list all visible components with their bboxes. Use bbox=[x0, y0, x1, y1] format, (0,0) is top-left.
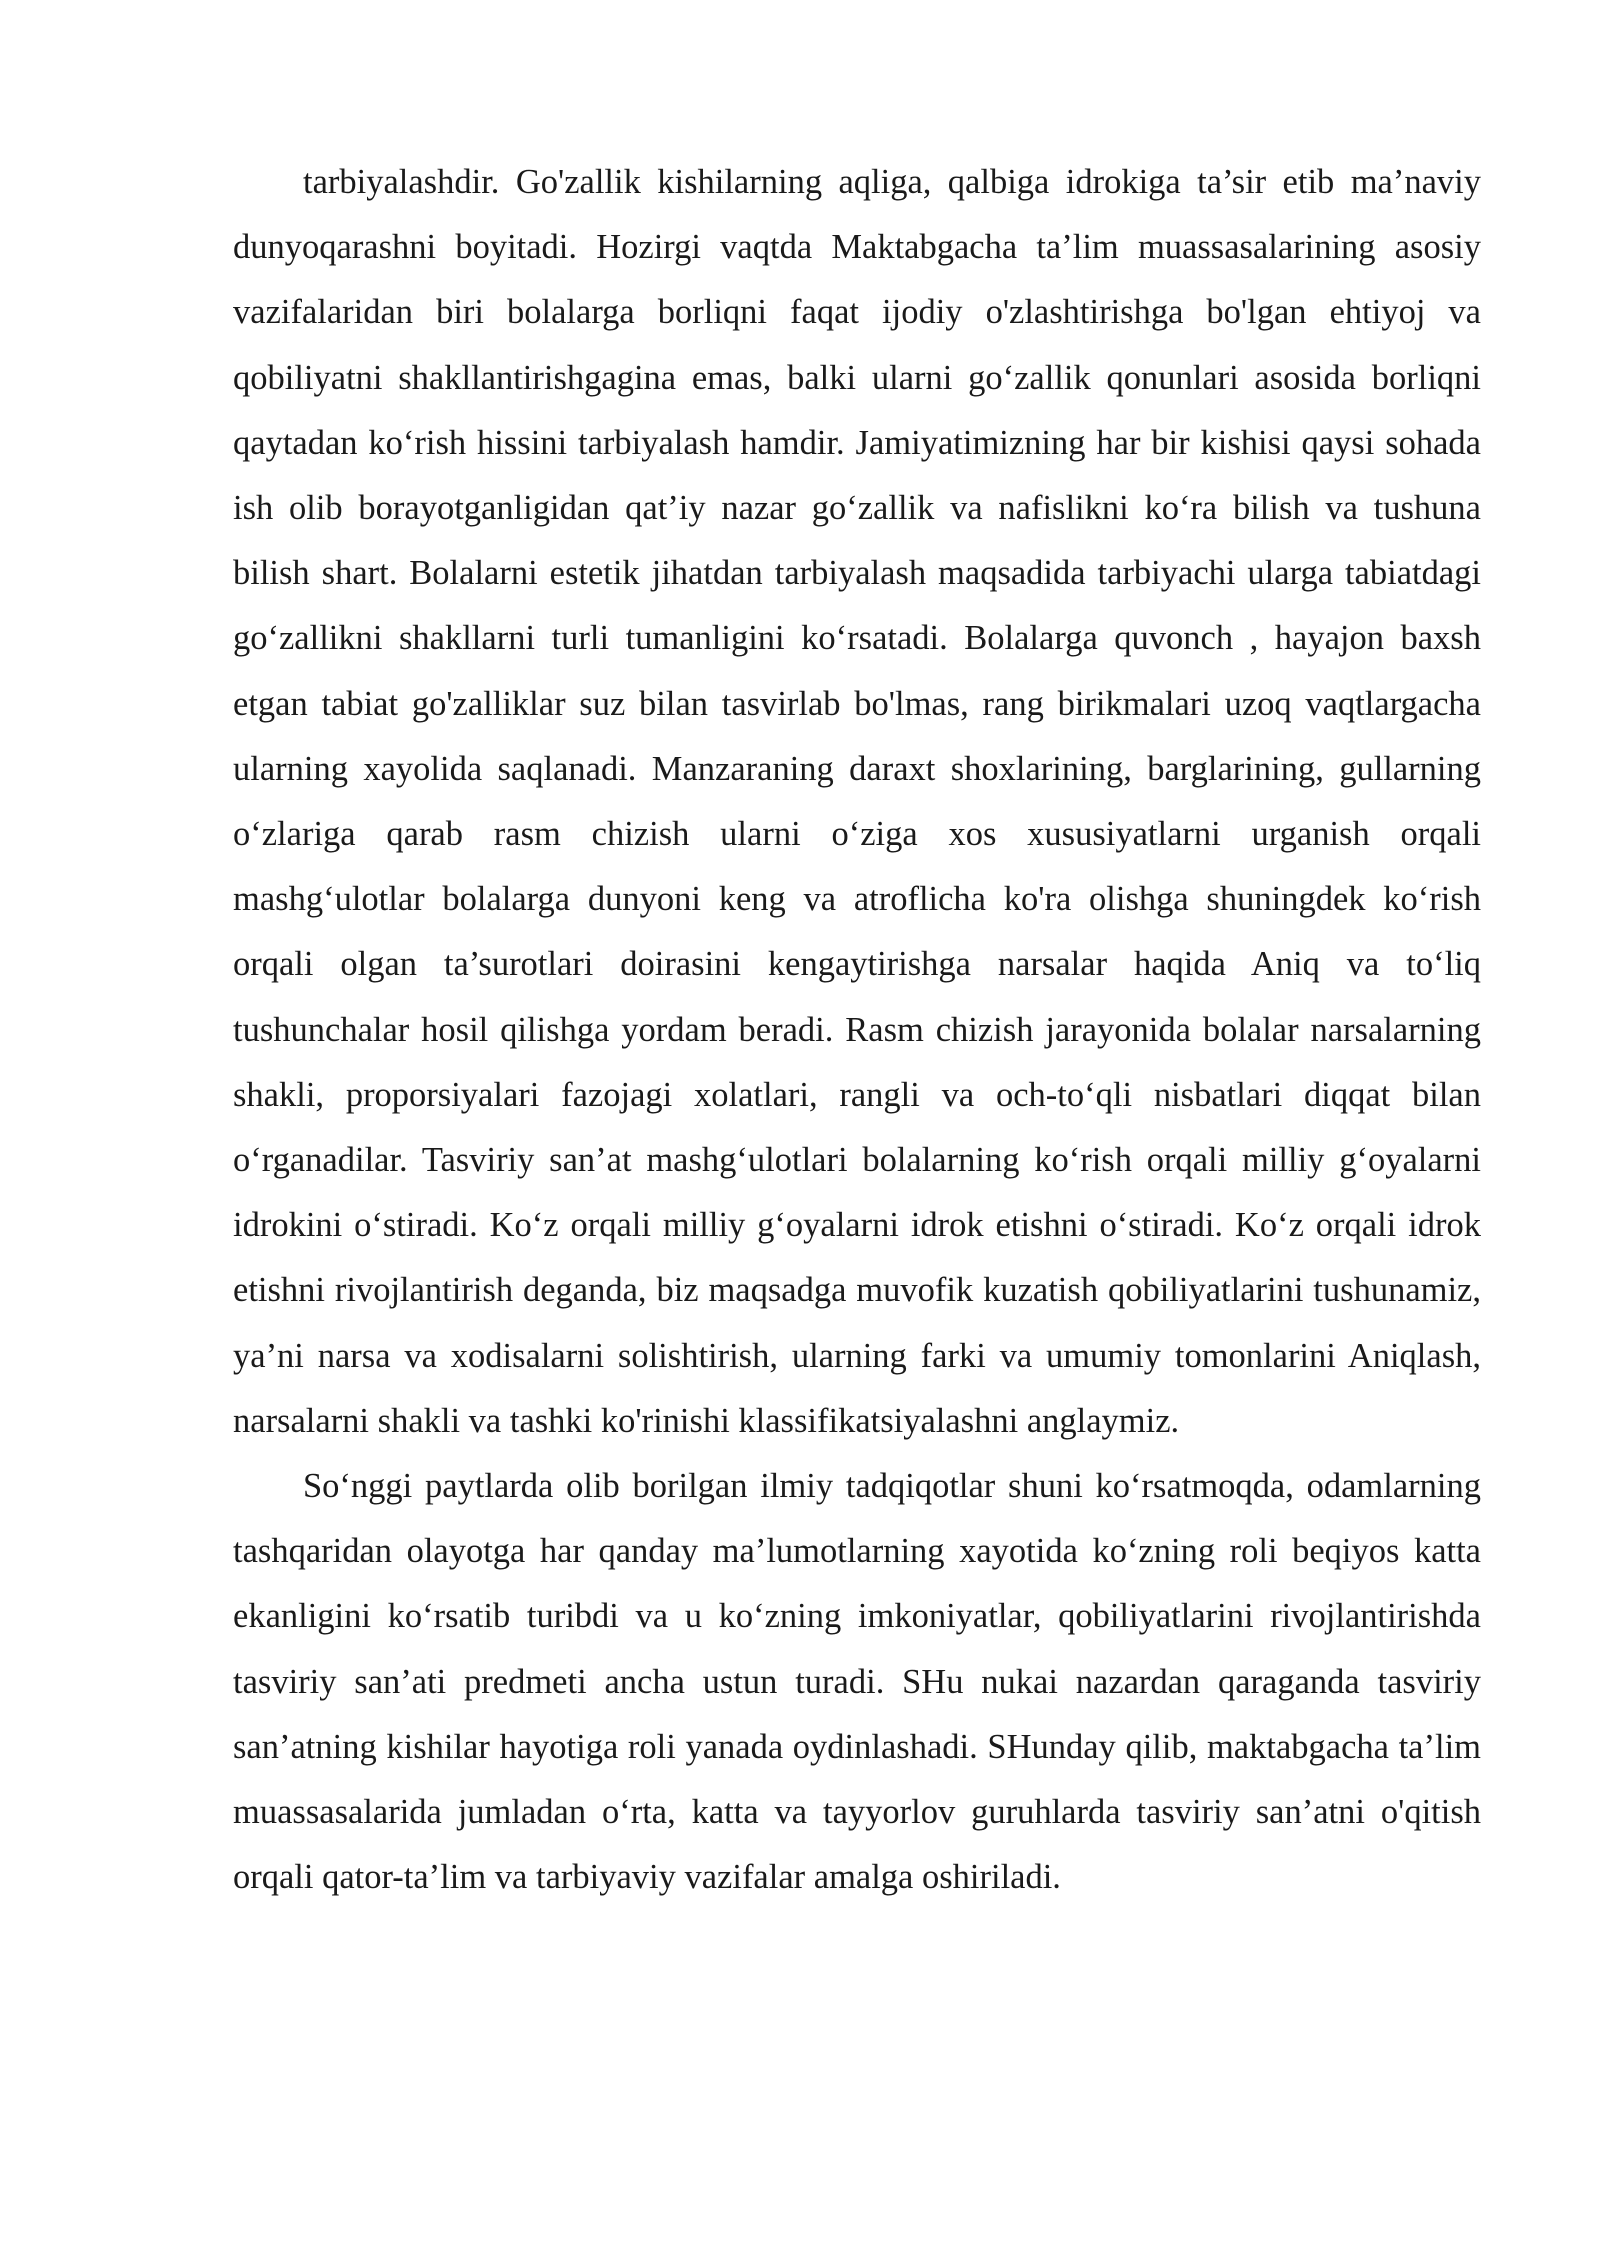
paragraph-recent-research: So‘nggi paytlarda olib borilgan ilmiy tadqiqotlar shuni ko‘rsatmoqda, odamlarning tashqaridan olayotga har qanday ma’lumotlarning xayotida ko‘zning roli beqiyos katta ekanligini ko‘rsatib turibdi va u ko‘zning imkoniyatlar, qobiliyatlarini rivojlantirishda tasviriy san’ati predmeti ancha ustun turadi. SHu nukai nazardan qaraganda tasviriy san’atning kishilar hayotiga roli yanada oydinlashadi. SHunday qilib, maktabgacha ta’lim muassasalarida jumladan o‘rta, katta va tayyorlov guruhlarda tasviriy san’atni o'qitish orqali qator-ta’lim va tarbiyaviy vazifalar amalga oshiriladi. bbox=[233, 1467, 1481, 1897]
document-body bbox=[233, 150, 1481, 1910]
paragraph-aesthetic-education: tarbiyalashdir. Go'zallik kishilarning aqliga, qalbiga idrokiga ta’sir etib ma’naviy dunyoqarashni boyitadi. Hozirgi vaqtda Maktabgacha ta’lim muassasalarining asosiy vazifalaridan biri bolalarga borliqni faqat ijodiy o'zlashtirishga bo'lgan ehtiyoj va qobiliyatni shakllantirishgagina emas, balki ularni go‘zallik qonunlari asosida borliqni qaytadan ko‘rish hissini tarbiyalash hamdir. Jamiyatimizning har bir kishisi qaysi sohada ish olib borayotganligidan qat’iy nazar go‘zallik va nafislikni ko‘ra bilish va tushuna bilish shart. Bolalarni estetik jihatdan tarbiyalash maqsadida tarbiyachi ularga tabiatdagi go‘zallikni shakllarni turli tumanligini ko‘rsatadi. Bolalarga quvonch , hayajon baxsh etgan tabiat go'zalliklar suz bilan tasvirlab bo'lmas, rang birikmalari uzoq vaqtlargacha ularning xayolida saqlanadi. Manzaraning daraxt shoxlarining, barglarining, gullarning o‘zlariga qarab rasm chizish ularni o‘ziga xos xususiyatlarni urganish orqali mashg‘ulotlar bolalarga dunyoni keng va atroflicha ko'ra olishga shuningdek ko‘rish orqali olgan ta’surotlari doirasini kengaytirishga narsalar haqida Aniq va to‘liq tushunchalar hosil qilishga yordam beradi. Rasm chizish jarayonida bolalar narsalarning shakli, proporsiyalari fazojagi xolatlari, rangli va och-to‘qli nisbatlari diqqat bilan o‘rganadilar. Tasviriy san’at mashg‘ulotlari bolalarning ko‘rish orqali milliy g‘oyalarni idrokini o‘stiradi. Ko‘z orqali milliy g‘oyalarni idrok etishni o‘stiradi. Ko‘z orqali idrok etishni rivojlantirish deganda, biz maqsadga muvofik kuzatish qobiliyatlarini tushunamiz, ya’ni narsa va xodisalarni solishtirish, ularning farki va umumiy tomonlarini Aniqlash, narsalarni shakli va tashki ko'rinishi klassifikatsiyalashni anglaymiz. bbox=[233, 163, 1481, 1440]
